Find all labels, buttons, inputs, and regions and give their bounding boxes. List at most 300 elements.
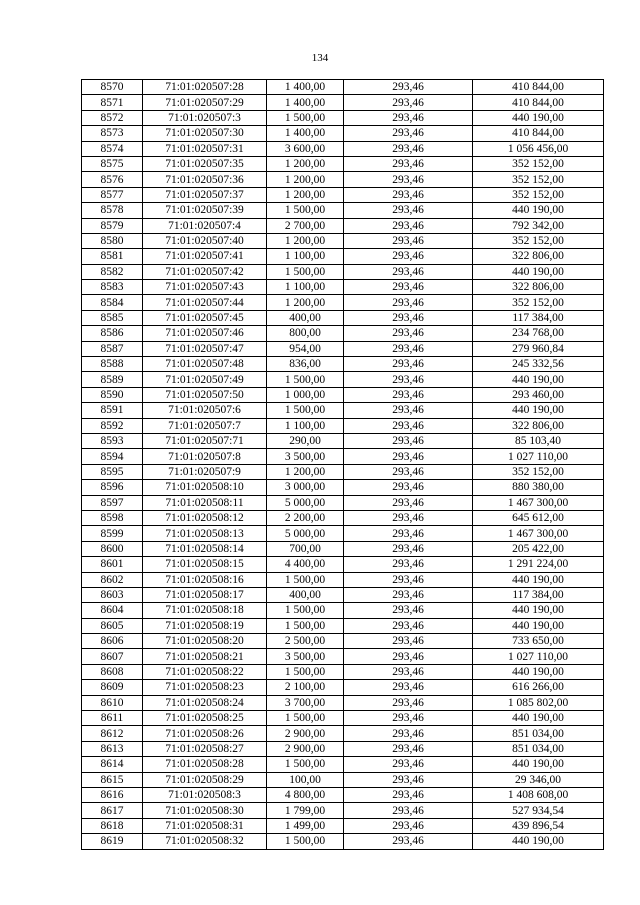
row-number-cell: 8603 (82, 587, 143, 602)
cadastral-number-cell: 71:01:020507:71 (143, 433, 267, 448)
rate-cell: 293,46 (344, 295, 473, 310)
table-row (82, 834, 604, 849)
area-cell: 3 500,00 (267, 649, 344, 664)
value-cell: 792 342,00 (473, 218, 604, 233)
value-cell: 352 152,00 (473, 233, 604, 248)
rate-cell: 293,46 (344, 834, 473, 849)
cadastral-number-cell: 71:01:020507:30 (143, 126, 267, 141)
rate-cell: 293,46 (344, 449, 473, 464)
row-number-cell: 8597 (82, 495, 143, 510)
area-cell: 800,00 (267, 326, 344, 341)
area-cell: 4 800,00 (267, 787, 344, 802)
row-number-cell: 8606 (82, 634, 143, 649)
row-number-cell: 8584 (82, 295, 143, 310)
row-number-cell: 8598 (82, 510, 143, 525)
row-number-cell: 8616 (82, 787, 143, 802)
table-row (82, 495, 604, 510)
area-cell: 400,00 (267, 587, 344, 602)
table-row (82, 326, 604, 341)
cadastral-number-cell: 71:01:020508:14 (143, 541, 267, 556)
table-row (82, 403, 604, 418)
cadastral-number-cell: 71:01:020507:44 (143, 295, 267, 310)
area-cell: 1 500,00 (267, 664, 344, 679)
rate-cell: 293,46 (344, 326, 473, 341)
value-cell: 616 266,00 (473, 680, 604, 695)
value-cell: 352 152,00 (473, 156, 604, 171)
rate-cell: 293,46 (344, 803, 473, 818)
page-number: 134 (311, 52, 329, 64)
value-cell: 322 806,00 (473, 249, 604, 264)
cadastral-number-cell: 71:01:020508:19 (143, 618, 267, 633)
row-number-cell: 8602 (82, 572, 143, 587)
rate-cell: 293,46 (344, 172, 473, 187)
area-cell: 100,00 (267, 772, 344, 787)
area-cell: 1 200,00 (267, 295, 344, 310)
table-row (82, 572, 604, 587)
row-number-cell: 8607 (82, 649, 143, 664)
row-number-cell: 8574 (82, 141, 143, 156)
value-cell: 1 408 608,00 (473, 787, 604, 802)
table-row (82, 280, 604, 295)
rate-cell: 293,46 (344, 634, 473, 649)
table-row (82, 203, 604, 218)
table-row (82, 95, 604, 110)
value-cell: 205 422,00 (473, 541, 604, 556)
table-row (82, 126, 604, 141)
rate-cell: 293,46 (344, 95, 473, 110)
value-cell: 645 612,00 (473, 510, 604, 525)
value-cell: 440 190,00 (473, 618, 604, 633)
area-cell: 3 700,00 (267, 695, 344, 710)
area-cell: 1 100,00 (267, 418, 344, 433)
value-cell: 352 152,00 (473, 172, 604, 187)
rate-cell: 293,46 (344, 772, 473, 787)
row-number-cell: 8577 (82, 187, 143, 202)
cadastral-number-cell: 71:01:020508:28 (143, 757, 267, 772)
table-row (82, 711, 604, 726)
cadastral-number-cell: 71:01:020507:46 (143, 326, 267, 341)
cadastral-number-cell: 71:01:020507:9 (143, 464, 267, 479)
rate-cell: 293,46 (344, 664, 473, 679)
rate-cell: 293,46 (344, 510, 473, 525)
value-cell: 410 844,00 (473, 80, 604, 95)
rate-cell: 293,46 (344, 264, 473, 279)
value-cell: 440 190,00 (473, 757, 604, 772)
rate-cell: 293,46 (344, 603, 473, 618)
area-cell: 1 400,00 (267, 95, 344, 110)
value-cell: 440 190,00 (473, 264, 604, 279)
table-row (82, 80, 604, 95)
rate-cell: 293,46 (344, 711, 473, 726)
cadastral-number-cell: 71:01:020508:24 (143, 695, 267, 710)
table-row (82, 818, 604, 833)
rate-cell: 293,46 (344, 649, 473, 664)
area-cell: 3 000,00 (267, 480, 344, 495)
table-row (82, 310, 604, 325)
rate-cell: 293,46 (344, 618, 473, 633)
row-number-cell: 8599 (82, 526, 143, 541)
value-cell: 117 384,00 (473, 310, 604, 325)
table-row (82, 726, 604, 741)
table-row (82, 156, 604, 171)
area-cell: 1 200,00 (267, 156, 344, 171)
area-cell: 1 499,00 (267, 818, 344, 833)
value-cell: 1 467 300,00 (473, 526, 604, 541)
area-cell: 1 100,00 (267, 280, 344, 295)
row-number-cell: 8585 (82, 310, 143, 325)
row-number-cell: 8582 (82, 264, 143, 279)
cadastral-number-cell: 71:01:020508:16 (143, 572, 267, 587)
rate-cell: 293,46 (344, 418, 473, 433)
row-number-cell: 8614 (82, 757, 143, 772)
table-row (82, 433, 604, 448)
row-number-cell: 8591 (82, 403, 143, 418)
area-cell: 400,00 (267, 310, 344, 325)
row-number-cell: 8581 (82, 249, 143, 264)
area-cell: 1 400,00 (267, 126, 344, 141)
row-number-cell: 8578 (82, 203, 143, 218)
row-number-cell: 8573 (82, 126, 143, 141)
row-number-cell: 8617 (82, 803, 143, 818)
value-cell: 733 650,00 (473, 634, 604, 649)
table-row (82, 264, 604, 279)
rate-cell: 293,46 (344, 433, 473, 448)
cadastral-number-cell: 71:01:020508:30 (143, 803, 267, 818)
rate-cell: 293,46 (344, 787, 473, 802)
rate-cell: 293,46 (344, 464, 473, 479)
table-row (82, 480, 604, 495)
rate-cell: 293,46 (344, 357, 473, 372)
value-cell: 322 806,00 (473, 418, 604, 433)
table-row (82, 649, 604, 664)
value-cell: 851 034,00 (473, 741, 604, 756)
table-row (82, 295, 604, 310)
value-cell: 440 190,00 (473, 834, 604, 849)
cadastral-number-cell: 71:01:020508:15 (143, 557, 267, 572)
rate-cell: 293,46 (344, 126, 473, 141)
area-cell: 1 500,00 (267, 603, 344, 618)
value-cell: 352 152,00 (473, 464, 604, 479)
rate-cell: 293,46 (344, 480, 473, 495)
table-row (82, 218, 604, 233)
table-row (82, 464, 604, 479)
cadastral-number-cell: 71:01:020508:25 (143, 711, 267, 726)
table-row (82, 233, 604, 248)
value-cell: 1 085 802,00 (473, 695, 604, 710)
row-number-cell: 8611 (82, 711, 143, 726)
area-cell: 2 900,00 (267, 741, 344, 756)
row-number-cell: 8612 (82, 726, 143, 741)
value-cell: 352 152,00 (473, 295, 604, 310)
cadastral-number-cell: 71:01:020508:29 (143, 772, 267, 787)
table-row (82, 557, 604, 572)
value-cell: 245 332,56 (473, 357, 604, 372)
table-row (82, 541, 604, 556)
cadastral-number-cell: 71:01:020507:47 (143, 341, 267, 356)
cadastral-number-cell: 71:01:020507:29 (143, 95, 267, 110)
table-body (82, 80, 604, 850)
value-cell: 1 467 300,00 (473, 495, 604, 510)
row-number-cell: 8579 (82, 218, 143, 233)
area-cell: 1 500,00 (267, 372, 344, 387)
cadastral-number-cell: 71:01:020507:49 (143, 372, 267, 387)
cadastral-number-cell: 71:01:020508:3 (143, 787, 267, 802)
rate-cell: 293,46 (344, 372, 473, 387)
area-cell: 1 799,00 (267, 803, 344, 818)
rate-cell: 293,46 (344, 726, 473, 741)
area-cell: 2 500,00 (267, 634, 344, 649)
row-number-cell: 8592 (82, 418, 143, 433)
table-row (82, 664, 604, 679)
rate-cell: 293,46 (344, 741, 473, 756)
value-cell: 440 190,00 (473, 603, 604, 618)
area-cell: 1 500,00 (267, 203, 344, 218)
rate-cell: 293,46 (344, 387, 473, 402)
cadastral-number-cell: 71:01:020507:42 (143, 264, 267, 279)
row-number-cell: 8604 (82, 603, 143, 618)
area-cell: 4 400,00 (267, 557, 344, 572)
area-cell: 1 500,00 (267, 834, 344, 849)
cadastral-number-cell: 71:01:020508:31 (143, 818, 267, 833)
area-cell: 700,00 (267, 541, 344, 556)
cadastral-number-cell: 71:01:020508:23 (143, 680, 267, 695)
cadastral-number-cell: 71:01:020507:6 (143, 403, 267, 418)
row-number-cell: 8588 (82, 357, 143, 372)
cadastral-number-cell: 71:01:020507:45 (143, 310, 267, 325)
area-cell: 1 200,00 (267, 172, 344, 187)
value-cell: 352 152,00 (473, 187, 604, 202)
row-number-cell: 8589 (82, 372, 143, 387)
area-cell: 1 200,00 (267, 187, 344, 202)
value-cell: 527 934,54 (473, 803, 604, 818)
table-row (82, 372, 604, 387)
cadastral-number-cell: 71:01:020508:27 (143, 741, 267, 756)
value-cell: 1 056 456,00 (473, 141, 604, 156)
area-cell: 1 500,00 (267, 403, 344, 418)
land-plot-table (81, 79, 604, 850)
row-number-cell: 8610 (82, 695, 143, 710)
table-row (82, 803, 604, 818)
value-cell: 440 190,00 (473, 664, 604, 679)
rate-cell: 293,46 (344, 203, 473, 218)
row-number-cell: 8586 (82, 326, 143, 341)
rate-cell: 293,46 (344, 218, 473, 233)
area-cell: 1 200,00 (267, 233, 344, 248)
rate-cell: 293,46 (344, 280, 473, 295)
cadastral-number-cell: 71:01:020507:35 (143, 156, 267, 171)
cadastral-number-cell: 71:01:020508:11 (143, 495, 267, 510)
value-cell: 234 768,00 (473, 326, 604, 341)
table-row (82, 249, 604, 264)
row-number-cell: 8609 (82, 680, 143, 695)
rate-cell: 293,46 (344, 818, 473, 833)
table-row (82, 772, 604, 787)
table-row (82, 341, 604, 356)
row-number-cell: 8583 (82, 280, 143, 295)
area-cell: 2 200,00 (267, 510, 344, 525)
value-cell: 322 806,00 (473, 280, 604, 295)
rate-cell: 293,46 (344, 233, 473, 248)
value-cell: 880 380,00 (473, 480, 604, 495)
cadastral-number-cell: 71:01:020508:18 (143, 603, 267, 618)
area-cell: 2 900,00 (267, 726, 344, 741)
area-cell: 1 500,00 (267, 572, 344, 587)
value-cell: 440 190,00 (473, 572, 604, 587)
value-cell: 1 027 110,00 (473, 449, 604, 464)
rate-cell: 293,46 (344, 587, 473, 602)
value-cell: 410 844,00 (473, 95, 604, 110)
rate-cell: 293,46 (344, 695, 473, 710)
area-cell: 3 500,00 (267, 449, 344, 464)
cadastral-number-cell: 71:01:020508:22 (143, 664, 267, 679)
row-number-cell: 8580 (82, 233, 143, 248)
rate-cell: 293,46 (344, 680, 473, 695)
value-cell: 29 346,00 (473, 772, 604, 787)
row-number-cell: 8576 (82, 172, 143, 187)
value-cell: 1 027 110,00 (473, 649, 604, 664)
value-cell: 293 460,00 (473, 387, 604, 402)
rate-cell: 293,46 (344, 541, 473, 556)
area-cell: 1 500,00 (267, 264, 344, 279)
area-cell: 5 000,00 (267, 495, 344, 510)
table-row (82, 787, 604, 802)
row-number-cell: 8608 (82, 664, 143, 679)
cadastral-number-cell: 71:01:020507:39 (143, 203, 267, 218)
rate-cell: 293,46 (344, 757, 473, 772)
area-cell: 1 200,00 (267, 464, 344, 479)
cadastral-number-cell: 71:01:020508:10 (143, 480, 267, 495)
cadastral-number-cell: 71:01:020507:50 (143, 387, 267, 402)
value-cell: 440 190,00 (473, 372, 604, 387)
area-cell: 1 400,00 (267, 80, 344, 95)
row-number-cell: 8570 (82, 80, 143, 95)
rate-cell: 293,46 (344, 557, 473, 572)
table-row (82, 387, 604, 402)
area-cell: 1 000,00 (267, 387, 344, 402)
table-row (82, 680, 604, 695)
cadastral-number-cell: 71:01:020507:31 (143, 141, 267, 156)
rate-cell: 293,46 (344, 526, 473, 541)
table-row (82, 618, 604, 633)
row-number-cell: 8605 (82, 618, 143, 633)
cadastral-number-cell: 71:01:020508:26 (143, 726, 267, 741)
cadastral-number-cell: 71:01:020508:12 (143, 510, 267, 525)
area-cell: 290,00 (267, 433, 344, 448)
value-cell: 1 291 224,00 (473, 557, 604, 572)
row-number-cell: 8593 (82, 433, 143, 448)
table-row (82, 418, 604, 433)
row-number-cell: 8596 (82, 480, 143, 495)
cadastral-number-cell: 71:01:020507:4 (143, 218, 267, 233)
row-number-cell: 8619 (82, 834, 143, 849)
table-row (82, 449, 604, 464)
row-number-cell: 8571 (82, 95, 143, 110)
cadastral-number-cell: 71:01:020507:3 (143, 110, 267, 125)
cadastral-number-cell: 71:01:020508:13 (143, 526, 267, 541)
rate-cell: 293,46 (344, 310, 473, 325)
table-row (82, 603, 604, 618)
area-cell: 954,00 (267, 341, 344, 356)
area-cell: 3 600,00 (267, 141, 344, 156)
table-row (82, 695, 604, 710)
table-row (82, 172, 604, 187)
table-row (82, 357, 604, 372)
row-number-cell: 8572 (82, 110, 143, 125)
area-cell: 2 700,00 (267, 218, 344, 233)
value-cell: 440 190,00 (473, 203, 604, 218)
area-cell: 1 500,00 (267, 618, 344, 633)
row-number-cell: 8600 (82, 541, 143, 556)
table-row (82, 634, 604, 649)
value-cell: 440 190,00 (473, 110, 604, 125)
row-number-cell: 8595 (82, 464, 143, 479)
rate-cell: 293,46 (344, 572, 473, 587)
cadastral-number-cell: 71:01:020507:8 (143, 449, 267, 464)
value-cell: 410 844,00 (473, 126, 604, 141)
row-number-cell: 8590 (82, 387, 143, 402)
row-number-cell: 8601 (82, 557, 143, 572)
rate-cell: 293,46 (344, 341, 473, 356)
cadastral-number-cell: 71:01:020507:48 (143, 357, 267, 372)
cadastral-number-cell: 71:01:020508:17 (143, 587, 267, 602)
rate-cell: 293,46 (344, 156, 473, 171)
value-cell: 440 190,00 (473, 711, 604, 726)
cadastral-number-cell: 71:01:020507:36 (143, 172, 267, 187)
value-cell: 439 896,54 (473, 818, 604, 833)
area-cell: 1 500,00 (267, 110, 344, 125)
cadastral-number-cell: 71:01:020508:21 (143, 649, 267, 664)
row-number-cell: 8618 (82, 818, 143, 833)
row-number-cell: 8575 (82, 156, 143, 171)
cadastral-number-cell: 71:01:020508:20 (143, 634, 267, 649)
table-row (82, 141, 604, 156)
row-number-cell: 8613 (82, 741, 143, 756)
rate-cell: 293,46 (344, 80, 473, 95)
row-number-cell: 8594 (82, 449, 143, 464)
rate-cell: 293,46 (344, 403, 473, 418)
value-cell: 851 034,00 (473, 726, 604, 741)
value-cell: 85 103,40 (473, 433, 604, 448)
table-row (82, 510, 604, 525)
area-cell: 5 000,00 (267, 526, 344, 541)
rate-cell: 293,46 (344, 495, 473, 510)
table-row (82, 187, 604, 202)
cadastral-number-cell: 71:01:020507:28 (143, 80, 267, 95)
value-cell: 117 384,00 (473, 587, 604, 602)
table-row (82, 526, 604, 541)
area-cell: 1 500,00 (267, 757, 344, 772)
area-cell: 2 100,00 (267, 680, 344, 695)
table-row (82, 110, 604, 125)
table-row (82, 587, 604, 602)
rate-cell: 293,46 (344, 141, 473, 156)
area-cell: 836,00 (267, 357, 344, 372)
cadastral-number-cell: 71:01:020508:32 (143, 834, 267, 849)
cadastral-number-cell: 71:01:020507:37 (143, 187, 267, 202)
row-number-cell: 8615 (82, 772, 143, 787)
rate-cell: 293,46 (344, 110, 473, 125)
rate-cell: 293,46 (344, 187, 473, 202)
cadastral-number-cell: 71:01:020507:43 (143, 280, 267, 295)
rate-cell: 293,46 (344, 249, 473, 264)
area-cell: 1 100,00 (267, 249, 344, 264)
table-row (82, 757, 604, 772)
value-cell: 279 960,84 (473, 341, 604, 356)
row-number-cell: 8587 (82, 341, 143, 356)
cadastral-number-cell: 71:01:020507:7 (143, 418, 267, 433)
area-cell: 1 500,00 (267, 711, 344, 726)
table-row (82, 741, 604, 756)
